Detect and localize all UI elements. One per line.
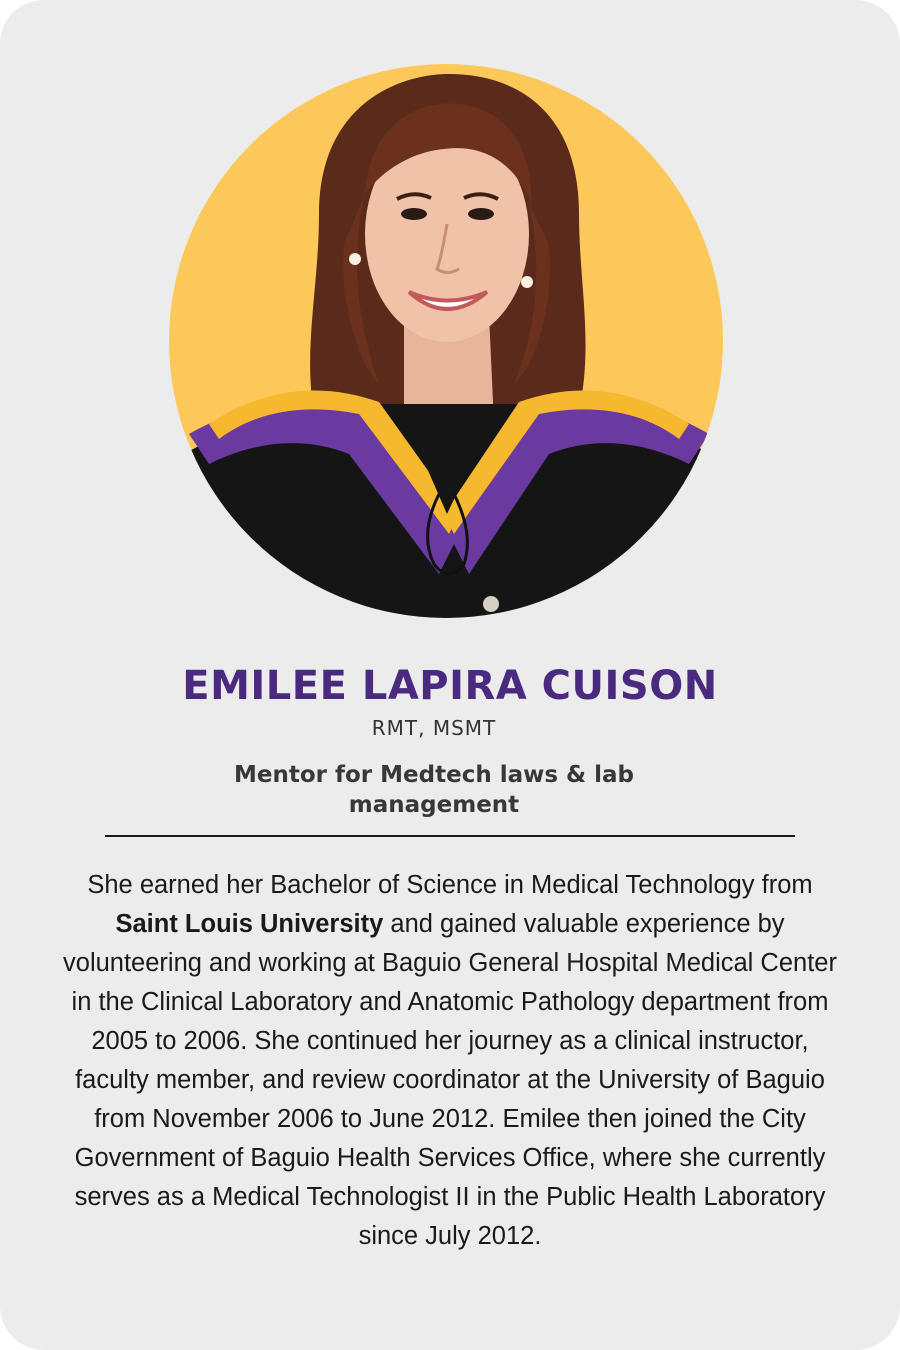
profile-name: EMILEE LAPIRA CUISON <box>182 663 718 709</box>
role-line-2: management <box>348 792 520 818</box>
portrait-illustration <box>169 64 723 618</box>
profile-photo <box>169 64 723 618</box>
bio-text-part-2: and gained valuable experience by volunteering and working at Baguio General Hospital Medical Center in the Clinical Laboratory and Anatomic Pathology department from 2005 to 2006. She continued her journey as a clinical instructor, faculty member, and review coordinator at the University of Baguio from November 2006 to June 2012. Emilee then joined the City Government of Baguio Health Services Office, where she currently serves as a Medical Technologist II in the Public Health Laboratory since July 2012. <box>63 910 837 1250</box>
bio-text-part-1: She earned her Bachelor of Science in Medical Technology from <box>87 871 813 899</box>
profile-bio <box>56 866 844 1256</box>
role-line-1: Mentor for Medtech laws & lab <box>233 762 634 788</box>
divider <box>105 835 795 837</box>
bio-institution: Saint Louis University <box>115 910 384 938</box>
profile-role <box>210 760 658 820</box>
profile-credentials: RMT, MSMT <box>371 716 497 740</box>
